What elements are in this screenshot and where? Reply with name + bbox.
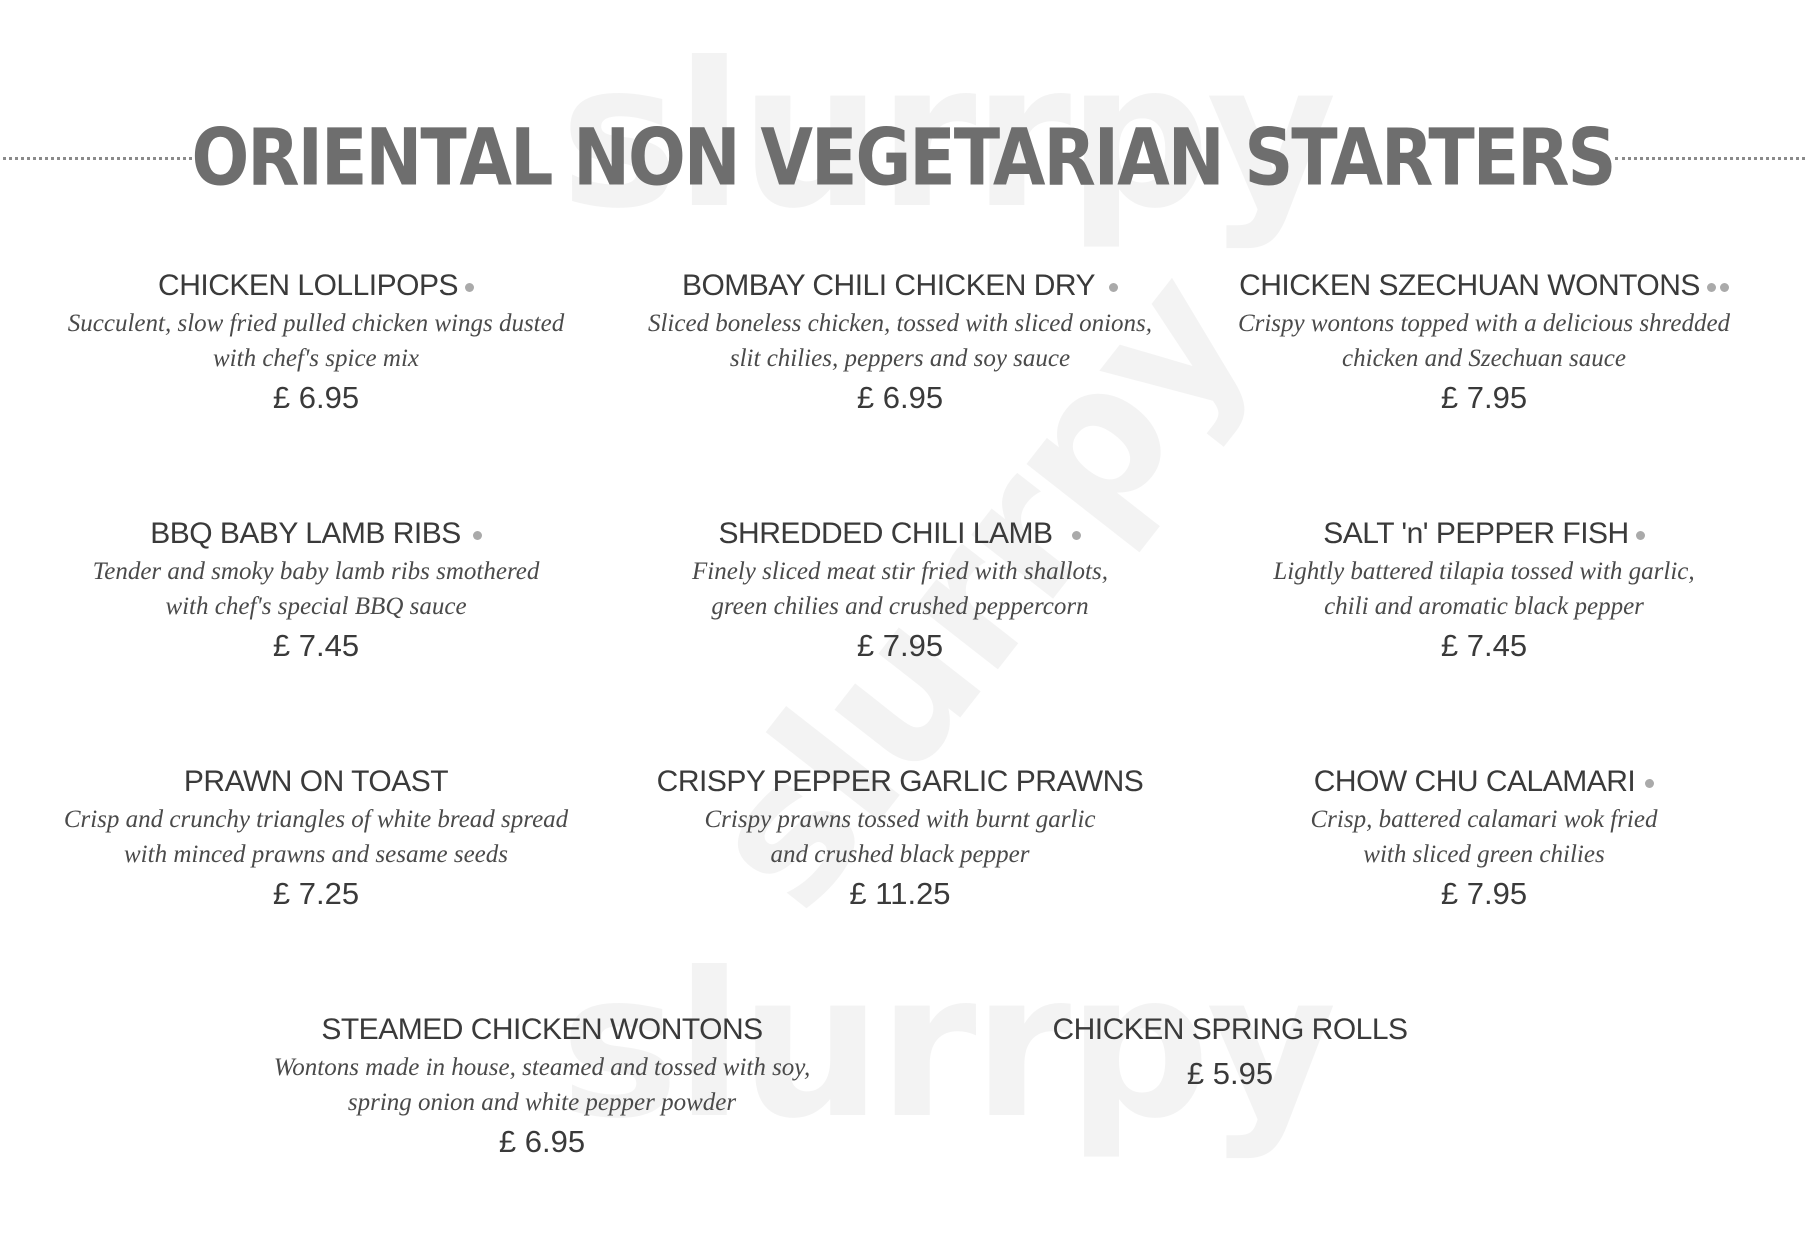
menu-item-name: CHICKEN SZECHUAN WONTONS: [1204, 268, 1764, 304]
menu-item-price: £ 11.25: [849, 876, 951, 911]
dotted-divider-right: [1615, 157, 1806, 160]
spice-level-dot-icon: [1707, 283, 1716, 292]
menu-item: [1204, 764, 1764, 914]
page-title: ORIENTAL NON VEGETARIAN STARTERS: [191, 112, 1615, 204]
menu-item-description: Crispy prawns tossed with burnt garlic and crushed black pepper: [704, 806, 1096, 868]
menu-item-price: £ 7.95: [856, 628, 944, 663]
menu-item-description: Finely sliced meat stir fried with shallots, green chilies and crushed peppercorn: [692, 558, 1108, 620]
menu-item-description: Tender and smoky baby lamb ribs smothered with chef's special BBQ sauce: [92, 558, 540, 620]
menu-item-price: £ 7.45: [272, 628, 360, 663]
menu-item-name: CRISPY PEPPER GARLIC PRAWNS: [656, 765, 1144, 798]
menu-item-price: £ 7.45: [1440, 628, 1528, 663]
spice-level-dot-icon: [1109, 283, 1118, 292]
menu-item: [620, 268, 1180, 418]
menu-item-description: Crispy wontons topped with a delicious shredded chicken and Szechuan sauce: [1237, 310, 1731, 372]
spice-level-dot-icon: [473, 531, 482, 540]
spice-level-dot-icon: [465, 283, 474, 292]
menu-item-price: £ 7.95: [1440, 876, 1528, 911]
menu-item: [620, 764, 1180, 914]
menu-item-description: Crisp, battered calamari wok fried with sliced green chilies: [1310, 806, 1658, 868]
menu-item-description: Crisp and crunchy triangles of white bread spread with minced prawns and sesame seeds: [63, 806, 569, 868]
menu-item-price: £ 7.95: [1440, 380, 1528, 415]
menu-item-name: PRAWN ON TOAST: [183, 765, 449, 798]
menu-item-description: Succulent, slow fried pulled chicken wings dusted with chef's spice mix: [67, 310, 565, 372]
menu-item: [36, 268, 596, 418]
menu-item-name: BOMBAY CHILI CHICKEN DRY: [620, 268, 1180, 304]
menu-item-description: Sliced boneless chicken, tossed with sliced onions, slit chilies, peppers and soy sauce: [647, 310, 1153, 372]
menu-section-header: [0, 98, 1806, 218]
menu-item-price: £ 6.95: [498, 1124, 586, 1159]
menu-item-price: £ 6.95: [856, 380, 944, 415]
dotted-divider-left: [0, 157, 192, 160]
menu-item-name: CHICKEN SPRING ROLLS: [1052, 1013, 1408, 1046]
spice-level-dot-icon: [1072, 531, 1081, 540]
menu-item-price: £ 7.25: [272, 876, 360, 911]
menu-item-description: Lightly battered tilapia tossed with garlic, chili and aromatic black pepper: [1273, 558, 1695, 620]
menu-item-name: CHICKEN LOLLIPOPS: [36, 268, 596, 304]
menu-item-price: £ 5.95: [1186, 1056, 1274, 1091]
menu-item: [620, 516, 1180, 666]
menu-item-name: CHOW CHU CALAMARI: [1204, 764, 1764, 800]
spice-level-dot-icon: [1720, 283, 1729, 292]
menu-item-name: STEAMED CHICKEN WONTONS: [321, 1013, 763, 1046]
menu-item: [950, 1012, 1510, 1094]
menu-item: [36, 764, 596, 914]
menu-item: [1204, 516, 1764, 666]
menu-item: [36, 516, 596, 666]
spice-level-dot-icon: [1636, 531, 1645, 540]
menu-item-price: £ 6.95: [272, 380, 360, 415]
menu-item-name: BBQ BABY LAMB RIBS: [36, 516, 596, 552]
menu-item-description: Wontons made in house, steamed and tossed with soy, spring onion and white pepper powder: [273, 1054, 811, 1116]
menu-item-name: SHREDDED CHILI LAMB: [620, 516, 1180, 552]
menu-item: [262, 1012, 822, 1162]
menu-item: [1204, 268, 1764, 418]
spice-level-dot-icon: [1645, 779, 1654, 788]
menu-item-name: SALT 'n' PEPPER FISH: [1204, 516, 1764, 552]
